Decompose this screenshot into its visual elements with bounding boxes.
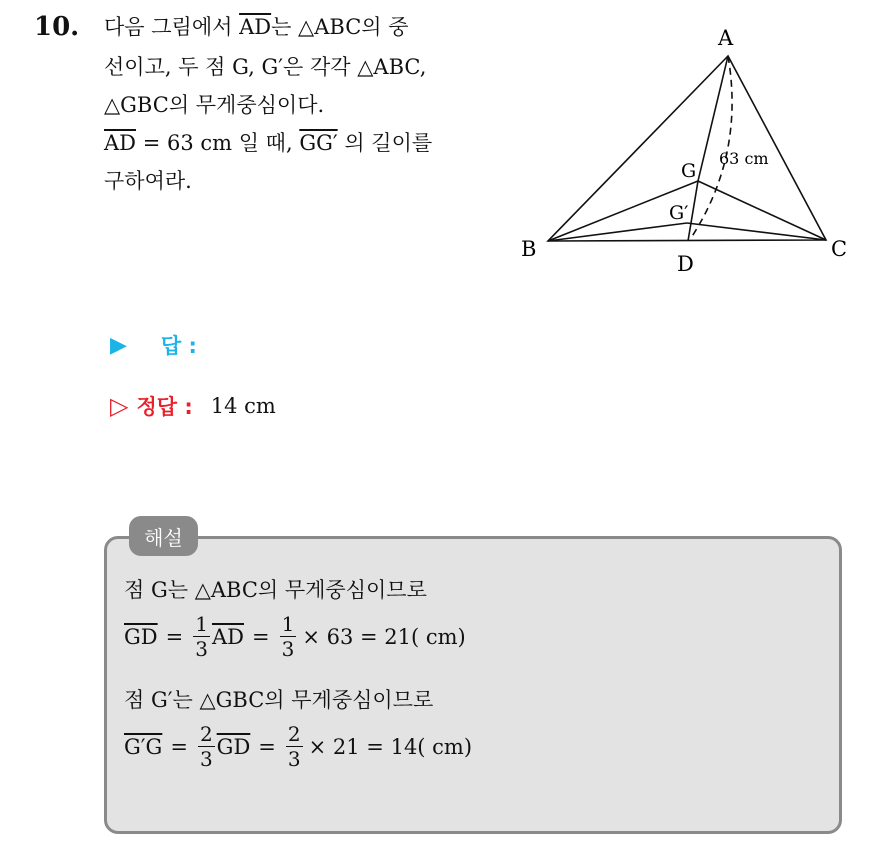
question-line-1: 다음 그림에서 $\overline{AD}$는 △ABC의 중 [104,15,409,39]
segment-g2g: G′G [124,734,163,759]
question-line-5: 구하여라. [104,169,192,193]
correct-arrow-icon: ▷ [110,392,129,420]
solution-equation-1: $\overline{GD}$ = $\frac{1}{3}$ $\overline{AD}$ = $\frac{1}{3}$ × 63 = 21( cm) [124,612,466,661]
solution-equation-2: G′G = $\frac{2}{3}$ $\overline{GD}$ = $\frac{2}{3}$ × 21 = 14( cm) [124,722,473,771]
fraction: $\frac{1}{3}$ [195,612,208,661]
fraction: $\frac{1}{3}$ [281,612,295,661]
answer-label: 답 : [160,334,197,358]
segment-gg2: GG′ [299,131,338,155]
segment-g2c [687,223,826,240]
solution-tab: 해설 [129,516,198,556]
solution-line-3: 점 G′는 △GBC의 무게중심이므로 [124,688,434,712]
triangle-figure [515,20,860,280]
question-number: 10. [34,12,80,42]
correct-value: 14 cm [210,394,276,418]
segment-gc [698,181,826,240]
question-line-4: $\overline{AD} = 63$ cm 일 때, GG′ 의 길이를 [104,131,433,155]
fraction: $\frac{2}{3}$ [287,722,301,771]
label-c: C [831,237,848,261]
label-a: A [718,26,734,50]
segment-gd: $\overline{GD}$ [216,734,251,759]
segment-gd: $\overline{GD}$ [124,624,158,649]
segment-ad: $\overline{AD}$ [239,15,272,39]
label-g: G [681,160,697,182]
segment-gd [688,181,698,241]
answer-arrow-icon: ▶ [110,332,127,358]
label-d: D [677,252,694,276]
solution-line-1: 점 G는 △ABC의 무게중심이므로 [124,578,427,602]
question-line-2: 선이고, 두 점 G, G′은 각각 △ABC, [104,55,427,79]
median-dashed-arc [691,56,732,238]
segment-ad: $\overline{AD}$ [211,624,244,649]
answer-row [110,330,331,360]
correct-label: 정답 : [136,395,193,419]
question-line-3: △GBC의 무게중심이다. [104,93,325,117]
fraction: $\frac{2}{3}$ [199,722,213,771]
correct-answer-row [110,391,276,421]
label-b: B [521,237,537,261]
segment-ad: $\overline{AD}$ [104,131,137,155]
label-g-prime: G′ [669,202,689,224]
label-length: 63 cm [719,149,769,168]
